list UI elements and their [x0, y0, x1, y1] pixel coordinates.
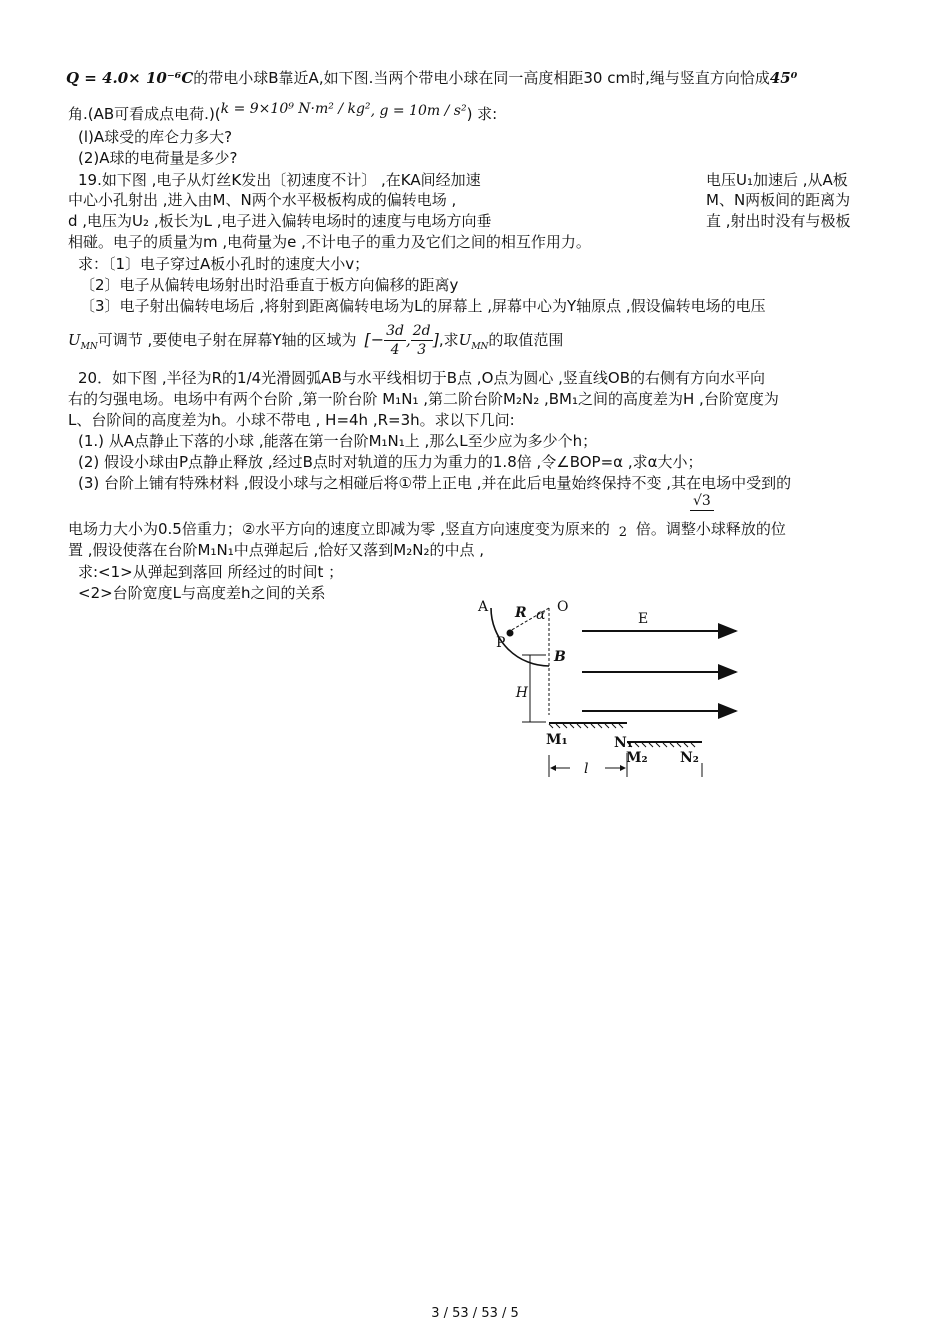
label-m1: M₁ — [546, 732, 568, 748]
label-n2: N₂ — [680, 750, 699, 766]
q20-part-3-line-2: 电场力大小为0.5倍重力；②水平方向的速度立即减为零 ,竖直方向速度变为原来的 2 倍。调整小球释放的位 — [68, 520, 786, 540]
label-o: O — [557, 599, 569, 615]
q20-part-3: (3) 台阶上铺有特殊材料 ,假设小球与之相碰后将①带上正电 ,并在此后电量始终保持不变 ,其在电场中受到的 — [78, 474, 792, 492]
angle-45: 45⁰ — [769, 69, 798, 87]
label-e: E — [638, 611, 649, 627]
q19-part-3-cont: $U_{MN}$可调节 ,要使电子射在屏幕Y轴的区域为 [− $\frac{3d}{4}$ , $\frac{2d}{3}$ ],求$U_{MN}$的取值范围 — [68, 323, 564, 358]
q20-sub-1: 求:<1>从弹起到落回 所经过的时间t ； — [78, 563, 344, 581]
q19-line-2: 中心小孔射出 ,进入由M、N两个水平极板构成的偏转电场 , — [68, 191, 457, 209]
q19-line-3-right: 直 ,射出时没有与极板 — [706, 212, 851, 230]
q20-line-2: 右的匀强电场。电场中有两个台阶 ,第一阶台阶 M₁N₁ ,第二阶台阶M₂N₂ ,BM₁之间的高度差为H ,台阶宽度为 — [68, 390, 779, 408]
q19-part-3: 〔3〕电子射出偏转电场后 ,将射到距离偏转电场为L的屏幕上 ,屏幕中心为Y轴原点 ,假设偏转电场的电压 — [80, 297, 766, 315]
line-1: Q = 4.0× 10⁻⁶C的带电小球B靠近A,如下图.当两个带电小球在同一高度相距30 cm时,绳与竖直方向恰成45⁰ — [66, 69, 798, 87]
fraction-3d-4: $\frac{3d}{4}$ — [386, 323, 404, 358]
label-n1: N₁ — [614, 735, 633, 751]
label-b: B — [554, 649, 566, 665]
fraction-sqrt3-2: √3 — [690, 492, 714, 511]
q19-part-2: 〔2〕电子从偏转电场射出时沿垂直于板方向偏移的距离y — [80, 276, 459, 294]
q19-line-3: d ,电压为U₂ ,板长为L ,电子进入偏转电场时的速度与电场方向垂 — [68, 212, 492, 230]
q20-line-3: L、台阶间的高度差为h。小球不带电 , H=4h ,R=3h。求以下几问: — [68, 411, 515, 429]
u-mn-symbol-2: $U_{MN}$ — [458, 331, 489, 352]
q19-line-4: 相碰。电子的质量为m ,电荷量为e ,不计电子的重力及它们之间的相互作用力。 — [68, 233, 591, 251]
fraction-2d-3: $\frac{2d}{3}$ — [412, 323, 431, 358]
label-p: P — [496, 635, 506, 651]
line-2: 角.(AB可看成点电荷.)(k = 9×10⁹ N·m² / kg², g = 10m / s²) 求: — [68, 101, 498, 123]
page-footer: 3 / 53 / 53 / 5 — [431, 1306, 519, 1321]
q19-line-1: 19.如下图 ,电子从灯丝K发出〔初速度不计〕 ,在KA间经加速 — [78, 171, 481, 189]
charge-formula: Q = 4.0× 10⁻⁶C — [66, 69, 194, 87]
label-alpha: α — [536, 607, 546, 623]
q18-part-2: (2)A球的电荷量是多少? — [78, 149, 238, 167]
q20-part-1: (1.) 从A点静止下落的小球 ,能落在第一台阶M₁N₁上 ,那么L至少应为多少个h； — [78, 432, 598, 450]
q20-part-2: (2) 假设小球由P点静止释放 ,经过B点时对轨道的压力为重力的1.8倍 ,令∠BOP=α ,求α大小； — [78, 453, 703, 471]
q20-line-1: 20．如下图 ,半径为R的1/4光滑圆弧AB与水平线相切于B点 ,O点为圆心 ,竖直线OB的右侧有方向水平向 — [78, 369, 766, 387]
label-l: l — [584, 761, 589, 777]
q20-sub-2: <2>台阶宽度L与高度差h之间的关系 — [78, 584, 326, 602]
label-m2: M₂ — [626, 750, 648, 766]
q18-part-1: (l)A球受的库仑力多大? — [78, 128, 233, 146]
q20-part-3-line-3: 置 ,假设使落在台阶M₁N₁中点弹起后 ,恰好又落到M₂N₂的中点 , — [68, 541, 484, 559]
label-a: A — [478, 599, 489, 615]
u-mn-symbol: $U_{MN}$ — [68, 331, 98, 352]
q19-part-1: 求：〔1〕电子穿过A板小孔时的速度大小v； — [78, 255, 370, 273]
k-constant-formula: k = 9×10⁹ N·m² / kg² — [220, 101, 371, 117]
q19-line-2-right: M、N两板间的距离为 — [706, 191, 851, 209]
ball-p — [507, 630, 514, 637]
label-h: H — [515, 685, 528, 701]
physics-diagram — [470, 595, 750, 785]
g-formula: , g = 10m / s² — [370, 103, 467, 119]
label-r: R — [515, 605, 527, 621]
q19-line-1-right: 电压U₁加速后 ,从A板 — [706, 171, 848, 189]
